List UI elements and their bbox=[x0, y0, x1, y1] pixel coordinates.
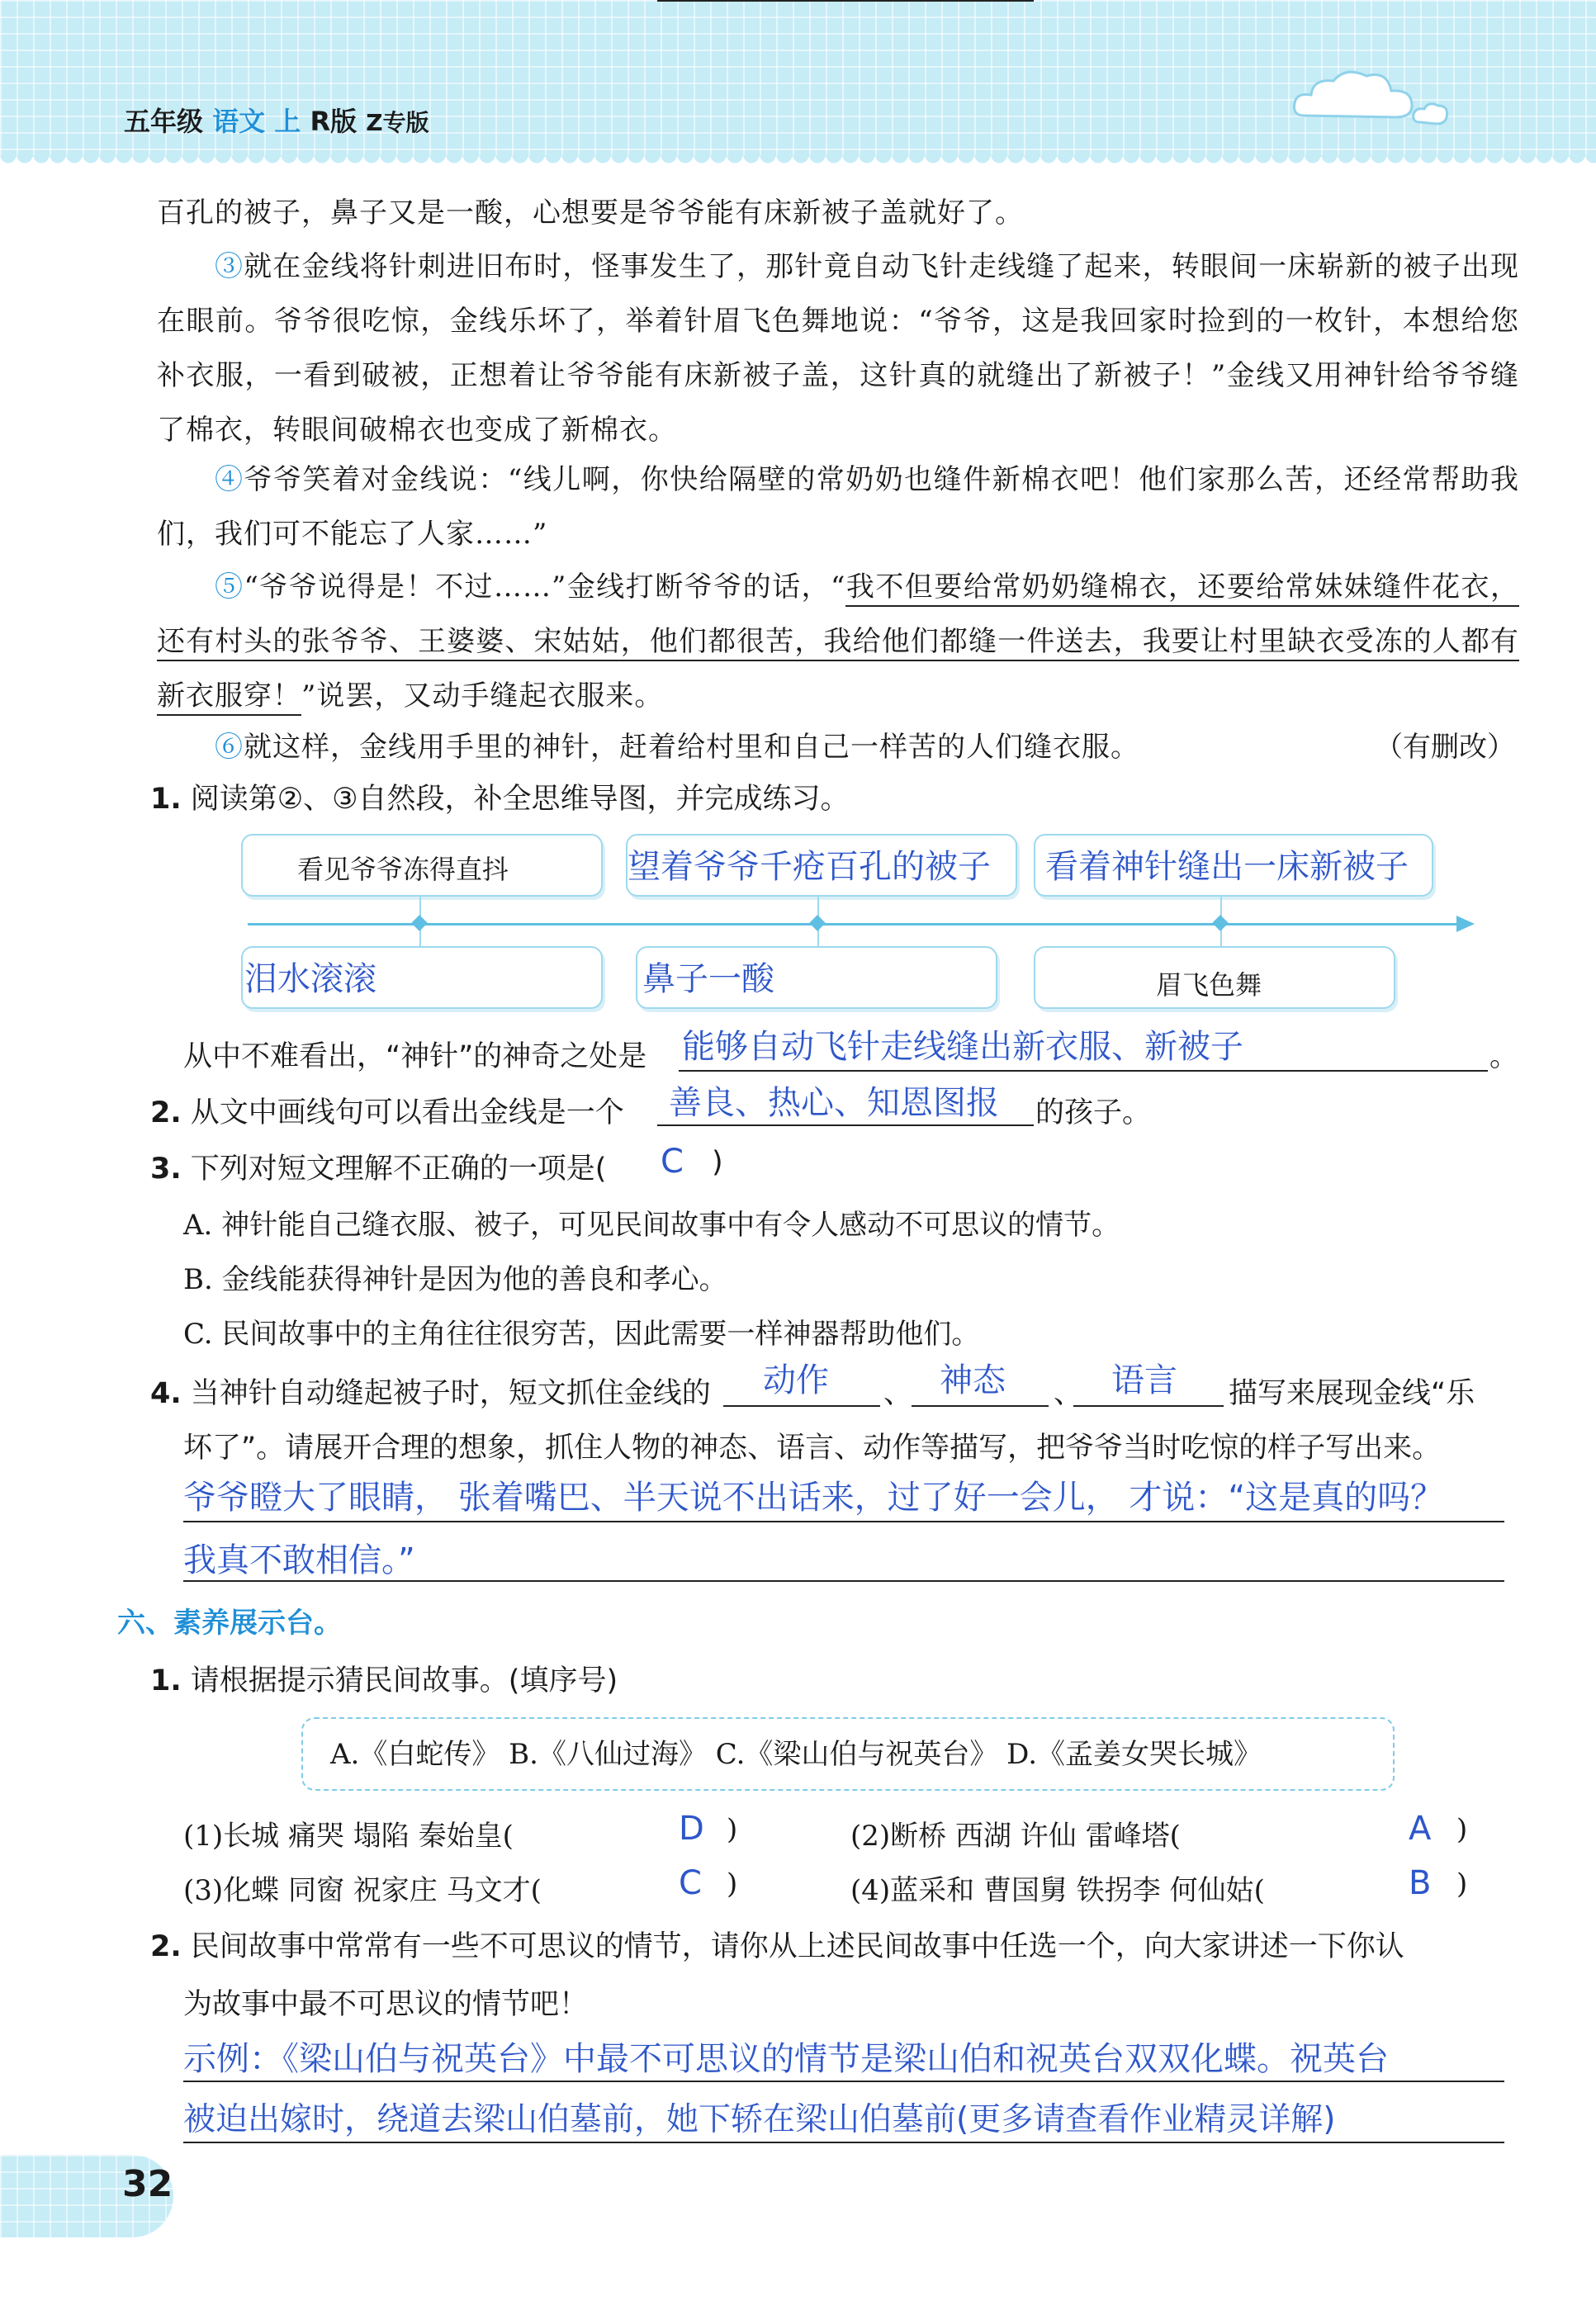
subject-label: 语文 bbox=[212, 106, 266, 137]
question-4-answer-2[interactable]: 神态 bbox=[940, 1361, 1006, 1399]
question-text: 民间故事中常常有一些不可思议的情节，请你从上述民间故事中任选一个，向大家讲述一下你认 bbox=[190, 1930, 1404, 1963]
question-text: 请根据提示猜民间故事。(填序号) bbox=[190, 1664, 618, 1697]
version-label: Z专版 bbox=[366, 109, 429, 136]
answer-blank-line bbox=[657, 1124, 1034, 1126]
section-6-question-1 bbox=[150, 1658, 618, 1699]
question-text: 阅读第②、③自然段，补全思维导图，并完成练习。 bbox=[190, 783, 850, 816]
cloud-icon bbox=[1288, 58, 1453, 132]
question-3-option-b: B. 金线能获得神针是因为他的善良和孝心。 bbox=[183, 1263, 727, 1296]
mindmap-node-bottom-3-text: 眉飞色舞 bbox=[1156, 969, 1262, 1001]
question-1-follow-answer[interactable]: 能够自动飞针走线缝出新衣服、新被子 bbox=[682, 1028, 1243, 1066]
paragraph-text: 就这样，金线用手里的神针，赶着给村里和自己一样苦的人们缝衣服。 bbox=[244, 731, 1139, 764]
mindmap-node-top-3-answer: 看着神针缝出一床新被子 bbox=[1045, 848, 1409, 886]
page-number: 32 bbox=[122, 2163, 173, 2205]
mindmap-node-bottom-2-answer: 鼻子一酸 bbox=[642, 960, 774, 998]
underlined-sentence: 我不但要给常奶奶缝棉衣，还要给常妹妹缝件花衣，还有村头的张爷爷、王婆婆、宋姑姑，他们都很苦，我给他们都缝一件送去，我要让村里缺衣受冻的人都有新衣服穿！ bbox=[157, 570, 1519, 716]
question-text: 从文中画线句可以看出金线是一个 bbox=[190, 1096, 624, 1129]
question-number: 2. bbox=[150, 1096, 182, 1129]
section-6-title: 六、素养展示台。 bbox=[117, 1607, 342, 1640]
question-3-close: ) bbox=[712, 1146, 723, 1179]
diamond-icon bbox=[809, 915, 826, 931]
mindmap-node-bottom-1-answer: 泪水滚滚 bbox=[244, 960, 377, 998]
question-3-answer[interactable]: C bbox=[661, 1143, 684, 1181]
question-1 bbox=[150, 776, 850, 817]
diamond-icon bbox=[1212, 915, 1229, 931]
answer-blank-line bbox=[183, 2081, 1504, 2082]
grade-label: 五年级 bbox=[124, 106, 204, 137]
question-2 bbox=[150, 1090, 624, 1131]
paragraph-text: 就在金线将针刺进旧布时，怪事发生了，那针竟自动飞针走线缝了起来，转眼间一床崭新的被子出现在眼前。爷爷很吃惊，金线乐坏了，举着针眉飞色舞地说：“爷爷，这是我回家时捡到的一枚针，本想给您补衣服，一看到破被，正想着让爷爷能有床新被子盖，这针真的就缝出了新被子！”金线又用神针给爷爷缝了棉衣，转眼间破棉衣也变成了新棉衣。 bbox=[157, 250, 1520, 447]
question-number: 4. bbox=[150, 1377, 182, 1410]
question-4-answer-line-1[interactable]: 爷爷瞪大了眼睛， 张着嘴巴、半天说不出话来，过了好一会儿， 才说：“这是真的吗？ bbox=[183, 1479, 1444, 1517]
question-2-suffix: 的孩子。 bbox=[1035, 1096, 1152, 1129]
paragraph-number: ⑤ bbox=[215, 570, 244, 604]
passage-paragraph-5 bbox=[157, 560, 1519, 723]
riddle-3-close: ) bbox=[727, 1868, 738, 1901]
answer-blank-line bbox=[679, 1070, 1488, 1072]
term-label: 上 bbox=[274, 106, 301, 137]
riddle-1-label: (1)长城 痛哭 塌陷 秦始皇( bbox=[183, 1820, 514, 1853]
question-4-suffix: 描写来展现金线“乐 bbox=[1229, 1377, 1475, 1410]
answer-blank-line bbox=[912, 1405, 1049, 1407]
question-1-follow-prefix: 从中不难看出，“神针”的神奇之处是 bbox=[183, 1040, 647, 1073]
section-6-answer-line-2[interactable]: 被迫出嫁时，绕道去梁山伯墓前，她下轿在梁山伯墓前(更多请查看作业精灵详解) bbox=[183, 2101, 1336, 2138]
separator: 、 bbox=[1054, 1377, 1083, 1410]
answer-blank-line bbox=[1073, 1405, 1224, 1407]
question-3-option-a: A. 神针能自己缝衣服、被子，可见民间故事中有令人感动不可思议的情节。 bbox=[183, 1209, 1120, 1242]
question-text: 当神针自动缝起被子时，短文抓住金线的 bbox=[190, 1377, 711, 1410]
passage-paragraph-4 bbox=[157, 452, 1519, 561]
header-wavy-edge bbox=[0, 155, 1596, 167]
passage-paragraph-3 bbox=[157, 239, 1519, 457]
section-6-answer-line-1[interactable]: 示例：《梁山伯与祝英台》中最不可思议的情节是梁山伯和祝英台双双化蝶。祝英台 bbox=[183, 2040, 1389, 2078]
adapted-note: （有删改） bbox=[1375, 731, 1515, 764]
passage-line-top: 百孔的被子，鼻子又是一酸，心想要是爷爷能有床新被子盖就好了。 bbox=[157, 196, 1024, 230]
question-3 bbox=[150, 1146, 606, 1187]
mindmap-node-top-1-text: 看见爷爷冻得直抖 bbox=[297, 854, 509, 885]
question-number: 1. bbox=[150, 1664, 182, 1697]
riddle-2-close: ) bbox=[1456, 1813, 1468, 1846]
section-6-question-2 bbox=[150, 1924, 1404, 1965]
riddle-4-answer[interactable]: B bbox=[1409, 1864, 1432, 1902]
question-number: 1. bbox=[150, 783, 182, 816]
diamond-icon bbox=[411, 915, 428, 931]
story-options: A.《白蛇传》 B.《八仙过海》 C.《梁山伯与祝英台》 D.《孟姜女哭长城》 bbox=[330, 1738, 1262, 1771]
question-2-answer[interactable]: 善良、热心、知恩图报 bbox=[669, 1084, 999, 1122]
riddle-4-close: ) bbox=[1456, 1868, 1468, 1901]
question-4-answer-3[interactable]: 语言 bbox=[1111, 1361, 1177, 1399]
riddle-1-close: ) bbox=[727, 1813, 738, 1846]
riddle-2-label: (2)断桥 西湖 许仙 雷峰塔( bbox=[850, 1820, 1181, 1853]
arrow-head-icon bbox=[1456, 916, 1475, 932]
mindmap-node-top-2-answer: 望着爷爷千疮百孔的被子 bbox=[628, 848, 991, 886]
paragraph-number: ④ bbox=[215, 463, 244, 496]
separator: 、 bbox=[883, 1377, 913, 1410]
paragraph-number: ③ bbox=[215, 250, 244, 283]
question-1-follow-suffix: 。 bbox=[1489, 1040, 1519, 1073]
answer-blank-line bbox=[183, 1521, 1504, 1522]
riddle-3-answer[interactable]: C bbox=[679, 1864, 702, 1902]
question-number: 2. bbox=[150, 1930, 182, 1963]
paragraph-text-end: ”说罢，又动手缝起衣服来。 bbox=[301, 679, 664, 712]
riddle-1-answer[interactable]: D bbox=[679, 1810, 704, 1848]
question-4-line-2: 坏了”。请展开合理的想象，抓住人物的神态、语言、动作等描写，把爷爷当时吃惊的样子写出来。 bbox=[183, 1432, 1442, 1465]
paragraph-number: ⑥ bbox=[215, 731, 244, 764]
paragraph-text: “爷爷说得是！不过……”金线打断爷爷的话，“ bbox=[244, 570, 846, 604]
section-6-question-2-line-2: 为故事中最不可思议的情节吧！ bbox=[183, 1988, 589, 2021]
riddle-2-answer[interactable]: A bbox=[1409, 1810, 1432, 1848]
paragraph-text: 爷爷笑着对金线说：“线儿啊，你快给隔壁的常奶奶也缝件新棉衣吧！他们家那么苦，还经常帮助我们，我们可不能忘了人家……” bbox=[157, 463, 1519, 551]
question-4-answer-line-2[interactable]: 我真不敢相信。” bbox=[183, 1541, 415, 1579]
question-3-option-c: C. 民间故事中的主角往往很穷苦，因此需要一样神器帮助他们。 bbox=[183, 1318, 980, 1351]
answer-blank-line bbox=[657, 0, 1034, 2]
question-4 bbox=[150, 1371, 711, 1412]
edition-label: R版 bbox=[310, 106, 358, 137]
timeline-arrow bbox=[248, 923, 1461, 926]
question-4-answer-1[interactable]: 动作 bbox=[763, 1361, 829, 1399]
question-text: 下列对短文理解不正确的一项是( bbox=[190, 1153, 607, 1186]
question-number: 3. bbox=[150, 1153, 182, 1186]
book-title bbox=[124, 101, 429, 139]
passage-paragraph-6 bbox=[157, 720, 1354, 774]
answer-blank-line bbox=[723, 1405, 880, 1407]
riddle-4-label: (4)蓝采和 曹国舅 铁拐李 何仙姑( bbox=[850, 1874, 1265, 1907]
answer-blank-line bbox=[183, 2142, 1504, 2143]
riddle-3-label: (3)化蝶 同窗 祝家庄 马文才( bbox=[183, 1874, 542, 1907]
answer-blank-line bbox=[183, 1580, 1504, 1582]
